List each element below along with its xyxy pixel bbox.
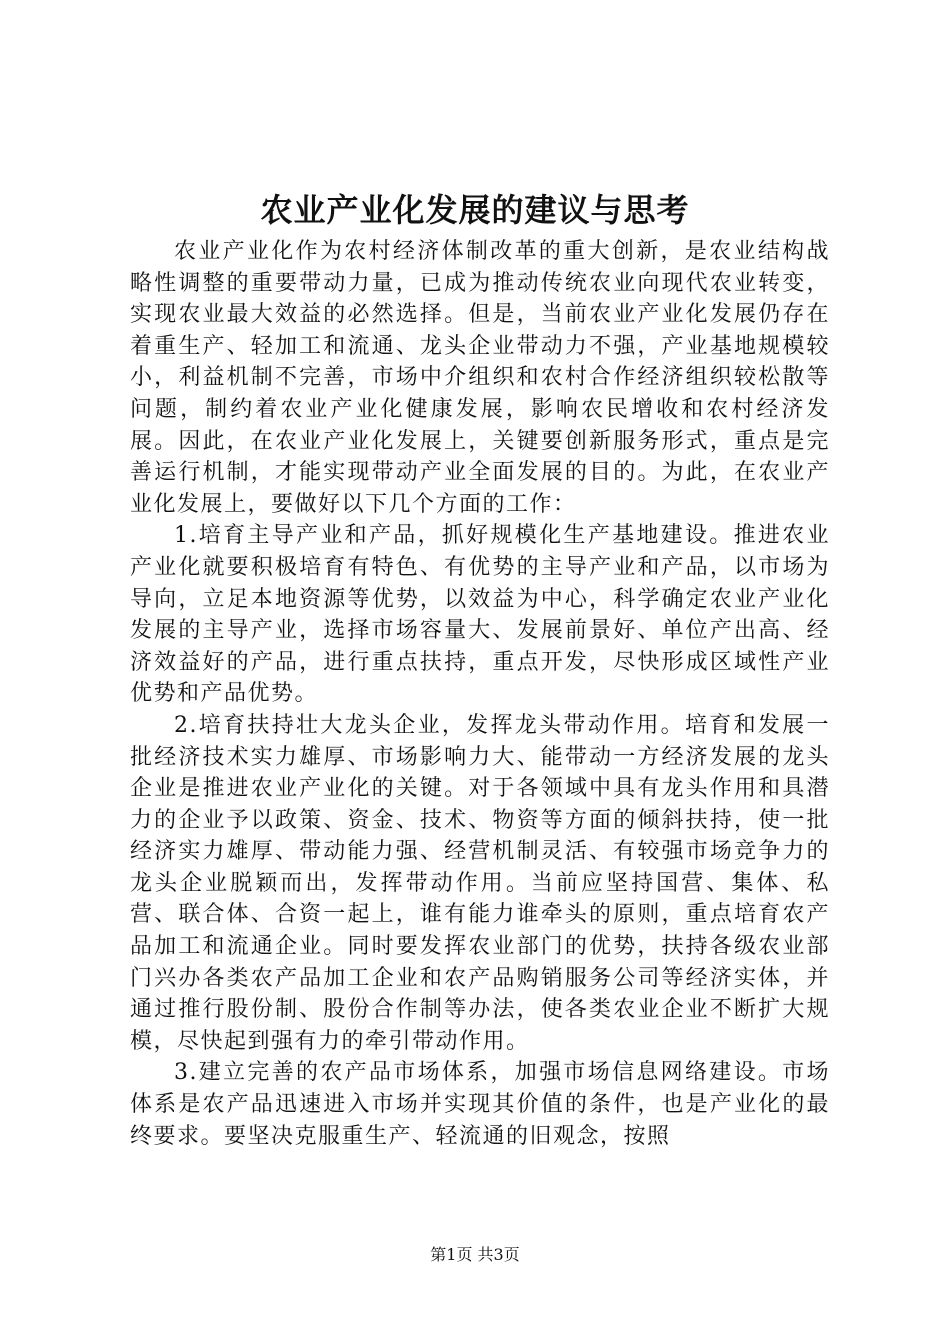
document-title: 农业产业化发展的建议与思考 bbox=[260, 191, 690, 229]
document-body bbox=[130, 236, 830, 1152]
paragraph-intro: 农业产业化作为农村经济体制改革的重大创新，是农业结构战略性调整的重要带动力量，已成为推动传统农业向现代农业转变，实现农业最大效益的必然选择。但是，当前农业产业化发展仍存在着重生产、轻加工和流通、龙头企业带动力不强，产业基地规模较小，利益机制不完善，市场中介组织和农村合作经济组织较松散等问题，制约着农业产业化健康发展，影响农民增收和农村经济发展。因此，在农业产业化发展上，关键要创新服务形式，重点是完善运行机制，才能实现带动产业全面发展的目的。为此，在农业产业化发展上，要做好以下几个方面的工作： bbox=[130, 239, 830, 517]
paragraph-point-1: 1.培育主导产业和产品，抓好规模化生产基地建设。推进农业产业化就要积极培育有特色、有优势的主导产业和产品，以市场为导向，立足本地资源等优势，以效益为中心，科学确定农业产业化发展的主导产业，选择市场容量大、发展前景好、单位产出高、经济效益好的产品，进行重点扶持，重点开发，尽快形成区域性产业优势和产品优势。 bbox=[130, 523, 830, 707]
paragraph-point-3: 3.建立完善的农产品市场体系，加强市场信息网络建设。市场体系是农产品迅速进入市场并实现其价值的条件，也是产业化的最终要求。要坚决克服重生产、轻流通的旧观念，按照 bbox=[130, 1060, 830, 1149]
paragraph-point-2: 2.培育扶持壮大龙头企业，发挥龙头带动作用。培育和发展一批经济技术实力雄厚、市场影响力大、能带动一方经济发展的龙头企业是推进农业产业化的关键。对于各领域中具有龙头作用和具潜力的企业予以政策、资金、技术、物资等方面的倾斜扶持，使一批经济实力雄厚、带动能力强、经营机制灵活、有较强市场竞争力的龙头企业脱颖而出，发挥带动作用。当前应坚持国营、集体、私营、联合体、合资一起上，谁有能力谁牵头的原则，重点培育农产品加工和流通企业。同时要发挥农业部门的优势，扶持各级农业部门兴办各类农产品加工企业和农产品购销服务公司等经济实体，并通过推行股份制、股份合作制等办法，使各类农业企业不断扩大规模，尽快起到强有力的牵引带动作用。 bbox=[130, 712, 830, 1054]
page-number-footer: 第1页 共3页 bbox=[430, 1245, 520, 1264]
